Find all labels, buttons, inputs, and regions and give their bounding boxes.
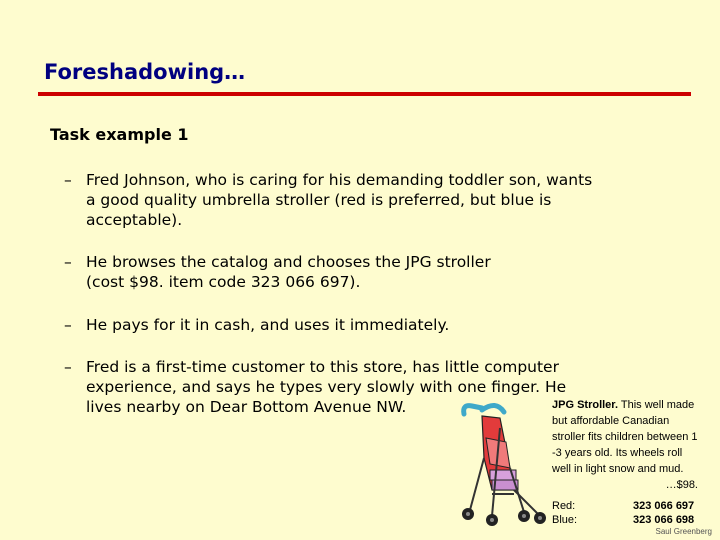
task-heading: Task example 1 — [50, 125, 189, 144]
product-caption — [552, 397, 712, 493]
stroller-image — [452, 398, 552, 528]
product-name: JPG Stroller. — [552, 399, 619, 411]
bullet-line: experience, and says he types very slowly with one finger. He — [86, 378, 567, 396]
product-desc: but affordable Canadian — [552, 415, 670, 427]
bullet-2 — [64, 252, 491, 292]
color-label: Blue: — [552, 514, 578, 526]
bullet-dash: – — [64, 253, 72, 271]
bullet-line: Fred is a first-time customer to this store, has little computer — [86, 358, 559, 376]
product-desc: stroller fits children between 1 — [552, 431, 698, 443]
color-label: Red: — [552, 500, 576, 512]
bullet-line: He browses the catalog and chooses the JPG stroller — [86, 253, 491, 271]
product-desc: This well made — [618, 399, 695, 411]
slide-title: Foreshadowing… — [44, 60, 246, 84]
bullet-dash: – — [64, 316, 72, 334]
item-code-row — [552, 500, 712, 514]
item-code-row — [552, 514, 712, 528]
product-price: …$98. — [665, 479, 698, 491]
bullet-line: Fred Johnson, who is caring for his demanding toddler son, wants — [86, 171, 593, 189]
bullet-dash: – — [64, 358, 72, 376]
bullet-line: acceptable). — [86, 211, 183, 229]
bullet-3 — [64, 315, 449, 335]
item-code: 323 066 697 — [633, 500, 695, 512]
bullet-1 — [64, 170, 592, 230]
bullet-dash: – — [64, 171, 72, 189]
bullet-line: He pays for it in cash, and uses it immediately. — [86, 316, 450, 334]
product-desc: well in light snow and mud. — [552, 463, 684, 475]
title-underline — [38, 92, 691, 96]
bullet-line: lives nearby on Dear Bottom Avenue NW. — [86, 398, 407, 416]
item-code: 323 066 698 — [633, 514, 695, 526]
bullet-line: a good quality umbrella stroller (red is preferred, but blue is — [86, 191, 552, 209]
item-codes — [552, 500, 712, 528]
bullet-line: (cost $98. item code 323 066 697). — [86, 273, 361, 291]
product-desc: -3 years old. Its wheels roll — [552, 447, 683, 459]
author-credit: Saul Greenberg — [655, 527, 712, 536]
